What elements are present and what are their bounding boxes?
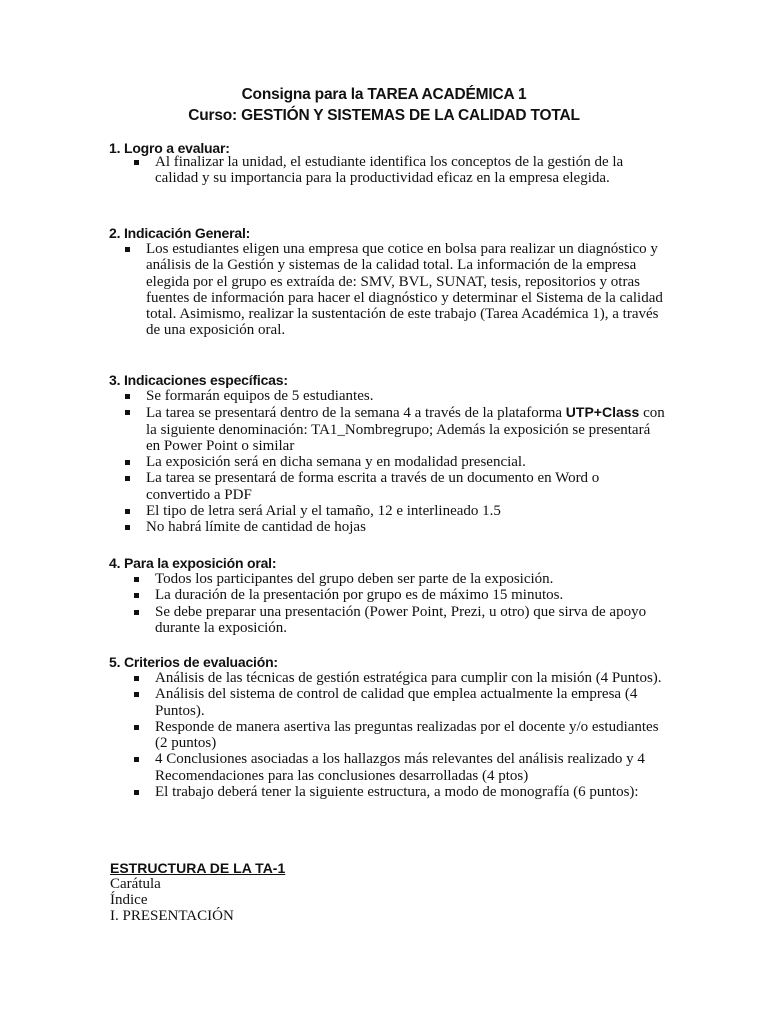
list-item: El tipo de letra será Arial y el tamaño, 12 e interlineado 1.5 <box>146 503 666 519</box>
structure-line: I. PRESENTACIÓN <box>110 908 234 924</box>
platform-name: UTP+Class <box>565 404 640 421</box>
section-heading-criterios: 5. Criterios de evaluación: <box>109 654 278 670</box>
structure-heading: ESTRUCTURA DE LA TA-1 <box>110 860 286 876</box>
list-item: La tarea se presentará dentro de la semana 4 a través de la plataforma UTP+Class con la siguiente denominación: TA1_Nombregrupo; Además la exposición se presentará en Power Point o similar <box>146 404 665 454</box>
list-item: La tarea se presentará de forma escrita a través de un documento en Word o convertido a PDF <box>146 470 666 503</box>
list-item: La duración de la presentación por grupo es de máximo 15 minutos. <box>155 587 665 603</box>
list-item: La exposición será en dicha semana y en modalidad presencial. <box>146 454 666 470</box>
section-heading-exposicion-oral: 4. Para la exposición oral: <box>109 555 277 571</box>
document-title: Consigna para la TAREA ACADÉMICA 1 <box>241 86 527 103</box>
section-list-logro <box>155 154 665 187</box>
section-heading-indicacion-general: 2. Indicación General: <box>109 225 251 241</box>
list-item: Al finalizar la unidad, el estudiante identifica los conceptos de la gestión de la calidad y su importancia para la productividad eficaz en la empresa elegida. <box>155 154 665 187</box>
section-heading-indicaciones-especificas: 3. Indicaciones específicas: <box>109 372 288 388</box>
course-title: Curso: GESTIÓN Y SISTEMAS DE LA CALIDAD TOTAL <box>188 107 580 124</box>
section-heading-logro: 1. Logro a evaluar: <box>109 140 230 156</box>
list-item: Los estudiantes eligen una empresa que cotice en bolsa para realizar un diagnóstico y análisis de la Gestión y sistemas de la calidad total. La información de la empresa elegida por el grupo es extraída de: SMV, BVL, SUNAT, tesis, repositorios y otras fuentes de información para hacer el diagnóstico y determinar el Sistema de la calidad total. Asimismo, realizar la sustentación de este trabajo (Tarea Académica 1), a través de una exposición oral. <box>146 241 666 339</box>
structure-block <box>110 860 285 924</box>
list-item: 4 Conclusiones asociadas a los hallazgos más relevantes del análisis realizado y 4 Recomendaciones para las conclusiones desarrolladas (4 ptos) <box>155 751 665 784</box>
structure-line: Índice <box>110 892 148 908</box>
section-list-exposicion-oral <box>155 571 665 636</box>
section-list-indicacion-general <box>146 241 666 339</box>
list-item: Análisis de las técnicas de gestión estratégica para cumplir con la misión (4 Puntos). <box>155 670 665 686</box>
list-item: Todos los participantes del grupo deben ser parte de la exposición. <box>155 571 665 587</box>
list-item: No habrá límite de cantidad de hojas <box>146 519 666 535</box>
list-item: Se formarán equipos de 5 estudiantes. <box>146 388 666 404</box>
list-item: Responde de manera asertiva las preguntas realizadas por el docente y/o estudiantes (2 puntos) <box>155 719 665 752</box>
list-item: El trabajo deberá tener la siguiente estructura, a modo de monografía (6 puntos): <box>155 784 665 800</box>
list-item: Se debe preparar una presentación (Power Point, Prezi, u otro) que sirva de apoyo durante la exposición. <box>155 604 665 637</box>
list-item: Análisis del sistema de control de calidad que emplea actualmente la empresa (4 Puntos). <box>155 686 665 719</box>
structure-line: Carátula <box>110 876 161 892</box>
section-list-criterios <box>155 670 665 800</box>
section-list-indicaciones-especificas <box>146 388 666 536</box>
